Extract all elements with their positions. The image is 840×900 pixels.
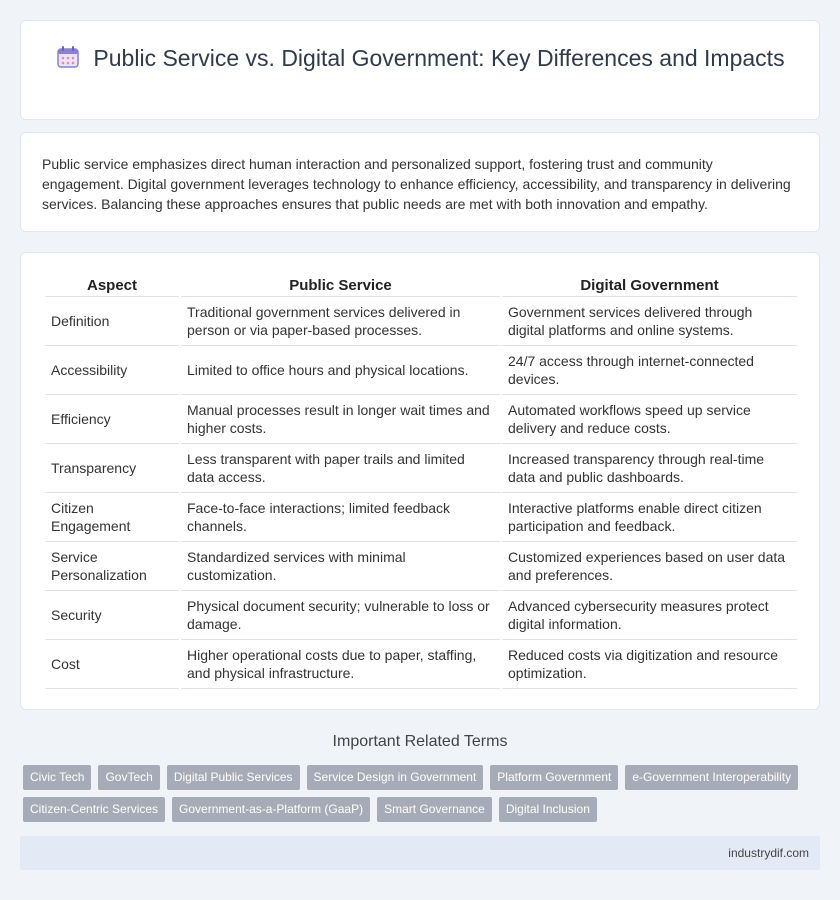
cell-digital-government: 24/7 access through internet-connected devices. xyxy=(502,346,797,395)
cell-aspect: Definition xyxy=(45,297,179,346)
cell-aspect: Security xyxy=(45,591,179,640)
cell-public-service: Manual processes result in longer wait times and higher costs. xyxy=(181,395,500,444)
intro-paragraph: Public service emphasizes direct human interaction and personalized support, fostering trust and community engagement. Digital government leverages technology to enhance efficiency, accessibility, and transparency in delivering services. Balancing these approaches ensures that public needs are met with both innovation and empathy. xyxy=(42,156,791,212)
tag-digital-public-services[interactable]: Digital Public Services xyxy=(167,765,300,790)
table-row xyxy=(45,640,797,689)
tag-digital-inclusion[interactable]: Digital Inclusion xyxy=(499,797,597,822)
cell-digital-government: Customized experiences based on user data and preferences. xyxy=(502,542,797,591)
related-terms-title: Important Related Terms xyxy=(332,733,508,750)
tag-platform-government[interactable]: Platform Government xyxy=(490,765,618,790)
header-digital-government: Digital Government xyxy=(502,275,797,297)
cell-public-service: Face-to-face interactions; limited feedback channels. xyxy=(181,493,500,542)
cell-public-service: Higher operational costs due to paper, staffing, and physical infrastructure. xyxy=(181,640,500,689)
cell-digital-government: Interactive platforms enable direct citizen participation and feedback. xyxy=(502,493,797,542)
cell-public-service: Less transparent with paper trails and limited data access. xyxy=(181,444,500,493)
cell-digital-government: Automated workflows speed up service delivery and reduce costs. xyxy=(502,395,797,444)
tag-e-government-interoperability[interactable]: e-Government Interoperability xyxy=(625,765,798,790)
page-title: Public Service vs. Digital Government: Key Differences and Impacts xyxy=(93,45,785,71)
table-header-row xyxy=(45,275,797,297)
comparison-card xyxy=(20,252,820,710)
cell-digital-government: Government services delivered through digital platforms and online systems. xyxy=(502,297,797,346)
footer-site-link[interactable]: industrydif.com xyxy=(728,846,809,860)
tag-govtech[interactable]: GovTech xyxy=(98,765,159,790)
page-title-wrap xyxy=(21,43,819,73)
table-row xyxy=(45,395,797,444)
table-row xyxy=(45,591,797,640)
header-aspect: Aspect xyxy=(45,275,179,297)
cell-digital-government: Advanced cybersecurity measures protect digital information. xyxy=(502,591,797,640)
cell-aspect: Service Personalization xyxy=(45,542,179,591)
related-terms-list xyxy=(23,765,813,822)
cell-public-service: Traditional government services delivered in person or via paper-based processes. xyxy=(181,297,500,346)
header-public-service: Public Service xyxy=(181,275,500,297)
table-row xyxy=(45,493,797,542)
cell-digital-government: Increased transparency through real-time data and public dashboards. xyxy=(502,444,797,493)
table-row xyxy=(45,346,797,395)
header-card xyxy=(20,20,820,120)
cell-aspect: Efficiency xyxy=(45,395,179,444)
cell-digital-government: Reduced costs via digitization and resource optimization. xyxy=(502,640,797,689)
comparison-table xyxy=(43,275,799,689)
cell-aspect: Cost xyxy=(45,640,179,689)
table-row xyxy=(45,297,797,346)
tag-smart-governance[interactable]: Smart Governance xyxy=(377,797,492,822)
tag-civic-tech[interactable]: Civic Tech xyxy=(23,765,91,790)
cell-public-service: Physical document security; vulnerable to loss or damage. xyxy=(181,591,500,640)
intro-card xyxy=(20,132,820,232)
tag-service-design[interactable]: Service Design in Government xyxy=(307,765,484,790)
tag-government-as-a-platform[interactable]: Government-as-a-Platform (GaaP) xyxy=(172,797,370,822)
table-row xyxy=(45,542,797,591)
cell-aspect: Transparency xyxy=(45,444,179,493)
tag-citizen-centric-services[interactable]: Citizen-Centric Services xyxy=(23,797,165,822)
calendar-icon xyxy=(55,44,81,70)
cell-public-service: Standardized services with minimal customization. xyxy=(181,542,500,591)
footer xyxy=(20,836,820,870)
table-row xyxy=(45,444,797,493)
cell-aspect: Citizen Engagement xyxy=(45,493,179,542)
cell-public-service: Limited to office hours and physical locations. xyxy=(181,346,500,395)
cell-aspect: Accessibility xyxy=(45,346,179,395)
